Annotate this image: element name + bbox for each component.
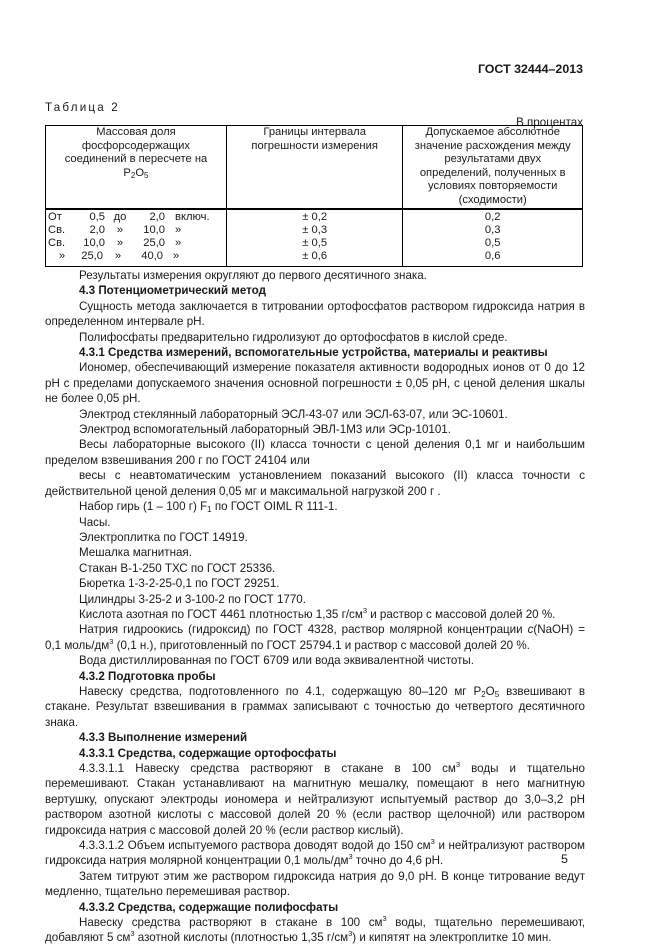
column-header-error-bounds [226,126,403,209]
range-to: 25,0 [143,237,165,250]
paragraph [45,684,585,730]
superscript: 3 [382,914,387,924]
range-prefix: От [48,210,62,223]
header-line-formula [48,167,224,183]
text: Натрия гидроокись (гидроксид) по ГОСТ 4328, раствор молярной концентрации [79,623,528,637]
paragraph: Бюретка 1-3-2-25-0,1 по ГОСТ 29251. [79,577,280,591]
formula-o: O [135,166,145,179]
paragraph [45,838,585,869]
section-heading-4-3-3-2: 4.3.3.2 Средства, содержащие полифосфаты [79,900,339,914]
subscript: 5 [494,689,500,699]
range-mid: » [116,223,124,236]
header-line: значение расхождения между [414,139,571,152]
standard-id-header: ГОСТ 32444–2013 [477,62,583,76]
range-row [48,211,224,224]
error-bounds-cell [226,209,403,267]
paragraph [45,607,585,622]
paragraph [45,761,585,838]
text: точно до 4,6 pH. [352,854,444,868]
range-row [48,224,224,237]
range-to: 2,0 [149,210,165,223]
header-line: соединений в пересчете на [64,153,208,166]
text: ) и кипятят на электроплитке 10 мин. [352,931,552,945]
paragraph [45,499,585,514]
text: азотной кислоты (плотностью 1,35 г/см [134,931,349,945]
range-mid: » [116,237,124,250]
text: и нейтрализуют раствором гидроксида натрия молярной концентрации 0,1 моль/дм [45,839,585,868]
table-units: В процентах [516,116,583,129]
header-line: условиях повторяемости [428,180,558,193]
text: воды, тщательно перемешивают, добавляют 5 см [45,916,586,945]
paragraph: Часы. [79,515,111,529]
paragraph: Полифосфаты предварительно гидролизуют до ортофосфатов в кислой среде. [79,330,508,344]
range-from: 10,0 [83,237,105,250]
formula-sub: 2 [130,170,136,180]
text: по ГОСТ OIML R 111-1. [211,500,338,514]
error-value: ± 0,6 [302,250,328,263]
range-prefix: Св. [48,237,66,250]
paragraph: Стакан В-1-250 ТХС по ГОСТ 25336. [79,561,276,575]
section-heading-4-3-3-1: 4.3.3.1 Средства, содержащие ортофосфаты [79,746,337,760]
discrepancy-value: 0,5 [484,237,501,250]
text: взвешивают в стакане. Результат взвешивания в граммах записывают с точностью до четвертого десятичного знака. [45,684,585,729]
page-number: 5 [561,852,568,866]
header-line: Массовая доля [96,126,176,138]
header-line: фосфорсодержащих [81,139,190,152]
error-value: ± 0,5 [302,237,328,250]
range-suffix: » [173,250,180,263]
paragraph: Весы лабораторные высокого (II) класса точности с ценой деления 0,1 мг и наибольшим пределом взвешивания 200 г по ГОСТ 24104 или [45,438,585,467]
subscript: 1 [207,505,212,515]
header-line: Границы интервала [263,126,366,138]
header-line: результатами двух [444,153,542,166]
header-line: (сходимости) [458,193,527,206]
paragraph: Мешалка магнитная. [79,546,192,560]
range-row [48,250,224,263]
superscript: 3 [348,929,353,939]
table-header-row [46,126,583,209]
paragraph: весы с неавтоматическим установлением показаний высокого (II) класса точности с действительной ценой деления 0,05 мг и максимальной нагрузкой 200 г . [45,469,585,498]
paragraph: Сущность метода заключается в титровании ортофосфатов раствором гидроксида натрия в определенном интервале pH. [45,299,585,329]
italic-symbol: c [527,623,534,637]
section-heading-4-3-1: 4.3.1 Средства измерений, вспомогательные устройства, материалы и реактивы [79,346,548,360]
document-body [45,268,585,946]
discrepancy-value: 0,3 [484,223,501,236]
range-mid: » [114,250,122,263]
text: Кислота азотная по ГОСТ 4461 плотностью 1,35 г/см [79,607,363,621]
range-suffix: » [175,237,182,250]
range-prefix: Св. [48,223,66,236]
paragraph: Результаты измерения округляют до первого десятичного знака. [79,269,427,282]
superscript: 3 [362,605,367,615]
superscript: 3 [109,636,114,646]
range-mid: до [113,210,127,223]
header-line: определений, полученных в [419,166,566,179]
column-header-mass-fraction [46,126,227,209]
column-header-discrepancy [403,126,583,209]
text: Навеску средства растворяют в стакане в 100 см [79,916,383,930]
text: O [485,684,495,698]
range-prefix: » [58,250,66,263]
text: (NaOH) = 0,1 моль/дм [45,623,585,652]
table-body-row [46,209,583,267]
text: 4.3.3.1.1 Навеску средства растворяют в стакане в 100 см [79,762,456,775]
range-from: 2,0 [89,223,105,236]
paragraph [45,915,585,946]
text: воды и тщательно перемешивают. Стакан устанавливают на магнитную мешалку, помещают в него магнитную вертушку, опускают электроды иономера и нейтрализуют испытуемый раствор до 3,0–3,2 pH раствором азотной кислоты с массовой долей 20 % (если раствор щелочной) или раствором гидроксида натрия с массовой долей 20 % (если раствор кислый). [45,762,585,837]
range-suffix: » [175,223,182,236]
range-from: 0,5 [89,210,105,223]
superscript: 3 [348,852,353,862]
paragraph: Вода дистиллированная по ГОСТ 6709 или вода эквивалентной чистоты. [79,654,474,668]
text: (0,1 н.), приготовленный по ГОСТ 25794.1 и раствор с массовой долей 20 %. [113,638,530,652]
range-to: 40,0 [141,250,163,263]
text: Набор гирь (1 – 100 г) F [79,500,208,514]
range-suffix: включ. [175,210,210,223]
section-heading-4-3: 4.3 Потенциометрический метод [79,284,266,298]
discrepancy-cell [403,209,583,267]
paragraph: Цилиндры 3-25-2 и 3-100-2 по ГОСТ 1770. [79,592,306,606]
formula-sub: 5 [144,170,149,180]
header-line: Допускаемое абсолютное [425,126,560,138]
subscript: 2 [481,689,486,699]
text: 4.3.3.1.2 Объем испытуемого раствора доводят водой до 150 см [79,839,431,853]
discrepancy-value: 0,6 [484,250,501,263]
paragraph [45,622,585,653]
table-caption: Таблица 2 [45,101,120,114]
range-to: 10,0 [143,223,165,236]
error-value: ± 0,2 [302,210,328,223]
paragraph: Электрод вспомогательный лабораторный ЭВЛ-1М3 или ЭСр-10101. [79,423,451,437]
formula-p: P [123,166,131,179]
paragraph: Затем титруют этим же раствором гидроксида натрия до 9,0 pH. В конце титрование ведут медленно, тщательно перемешивая раствор. [45,869,585,899]
paragraph: Электроплитка по ГОСТ 14919. [79,530,248,544]
range-from: 25,0 [81,250,103,263]
discrepancy-value: 0,2 [484,210,501,223]
paragraph: Электрод стеклянный лабораторный ЭСЛ-43-07 или ЭСЛ-63-07, или ЭС-10601. [79,407,508,421]
error-value: ± 0,3 [302,223,328,236]
paragraph: Иономер, обеспечивающий измерение показателя активности водородных ионов от 0 до 12 pH с пределами допускаемого значения основной погрешности ± 0,05 pH, с ценой деления шкалы не более 0,05 pH. [45,361,585,406]
section-heading-4-3-3: 4.3.3 Выполнение измерений [79,731,248,745]
superscript: 3 [130,929,135,939]
text: Навеску средства, подготовленного по 4.1, содержащую 80–120 мг P [79,684,482,698]
range-row [48,237,224,250]
superscript: 3 [430,837,435,847]
header-line: погрешности измерения [251,139,378,152]
superscript: 3 [455,760,461,769]
data-table [45,125,583,267]
mass-fraction-ranges-cell [46,209,227,267]
section-heading-4-3-2: 4.3.2 Подготовка пробы [79,669,216,683]
text: и раствор с массовой долей 20 %. [366,607,556,621]
